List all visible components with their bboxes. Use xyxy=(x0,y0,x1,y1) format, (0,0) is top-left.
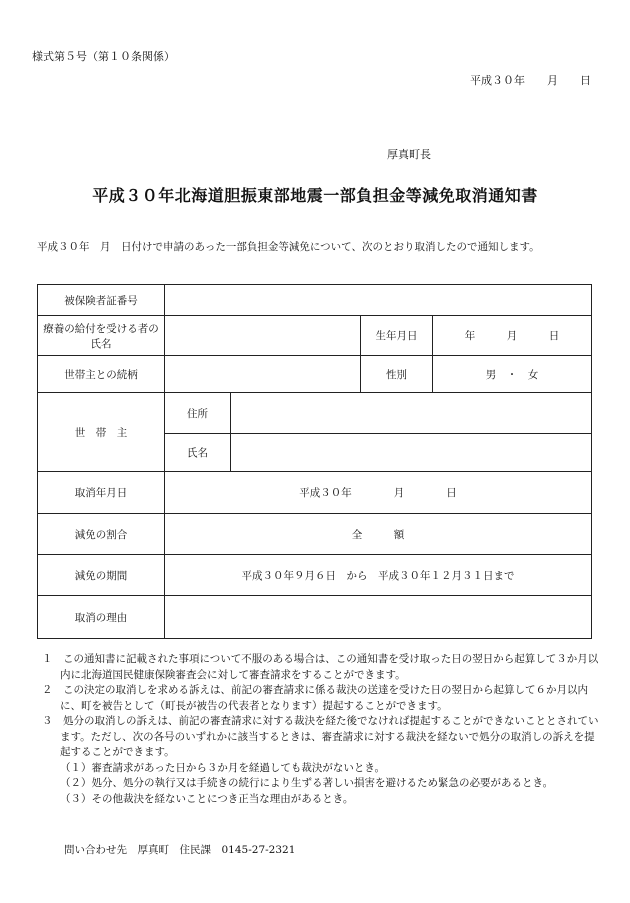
relation-label: 世帯主との続柄 xyxy=(38,356,165,393)
form-number: 様式第５号（第１０条関係） xyxy=(32,50,175,63)
document-title: 平成３０年北海道胆振東部地震一部負担金等減免取消通知書 xyxy=(92,186,538,205)
issuer-name: 厚真町長 xyxy=(387,148,431,161)
birthdate-field[interactable]: 年 月 日 xyxy=(433,316,592,356)
note-2: ２ この決定の取消しを求める訴えは、前記の審査請求に係る裁決の送達を受けた日の翌日から起算して６か月以内に、町を被告として（町長が被告の代表者となります）提起することができます。 xyxy=(42,684,588,712)
note-1: １ この通知書に記載された事項について不服のある場合は、この通知書を受け取った日の翌日から起算して３か月以内に北海道国民健康保険審査会に対して審査請求をすることができます。 xyxy=(42,653,599,681)
address-label: 住所 xyxy=(165,393,231,434)
address-field[interactable] xyxy=(231,393,592,434)
contact-info: 問い合わせ先 厚真町 住民課 0145-27-2321 xyxy=(64,844,296,856)
insured-number-label: 被保険者証番号 xyxy=(38,285,165,316)
period-field: 平成３０年９月６日 から 平成３０年１２月３１日まで xyxy=(165,555,592,596)
name-label: 氏名 xyxy=(165,434,231,472)
recipient-name-field[interactable] xyxy=(165,316,361,356)
notes-section xyxy=(42,652,602,807)
cancel-date-label: 取消年月日 xyxy=(38,472,165,514)
note-3-3: （３）その他裁決を経ないことにつき正当な理由があるとき。 xyxy=(60,792,354,805)
reason-field[interactable] xyxy=(165,596,592,639)
birthdate-label: 生年月日 xyxy=(361,316,433,356)
note-3: ３ 処分の取消しの訴えは、前記の審査請求に対する裁決を経た後でなければ提起することができないこととされています。ただし、次の各号のいずれかに該当するときは、審査請求に対する裁決を経ないで処分の取消しの訴えを提起することができます。 xyxy=(42,715,599,758)
cancel-date-field[interactable]: 平成３０年 月 日 xyxy=(165,472,592,514)
insured-number-field[interactable] xyxy=(165,285,592,316)
name-field[interactable] xyxy=(231,434,592,472)
notice-table xyxy=(37,284,592,639)
relation-field[interactable] xyxy=(165,356,361,393)
ratio-field: 全 額 xyxy=(165,514,592,555)
sex-label: 性別 xyxy=(361,356,433,393)
issue-date: 平成３０年 月 日 xyxy=(470,74,591,87)
intro-text: 平成３０年 月 日付けで申請のあった一部負担金等減免について、次のとおり取消したので通知します。 xyxy=(37,241,540,253)
note-3-2: （２）処分、処分の執行又は手続きの続行により生ずる著しい損害を避けるため緊急の必要があるとき。 xyxy=(60,777,554,789)
period-label: 減免の期間 xyxy=(38,555,165,596)
recipient-name-label: 療養の給付を受ける者の氏名 xyxy=(38,316,165,356)
reason-label: 取消の理由 xyxy=(38,596,165,639)
householder-label: 世 帯 主 xyxy=(38,393,165,472)
note-3-1: （１）審査請求があった日から３か月を経過しても裁決がないとき。 xyxy=(60,761,385,774)
sex-field[interactable]: 男 ・ 女 xyxy=(433,356,592,393)
ratio-label: 減免の割合 xyxy=(38,514,165,555)
